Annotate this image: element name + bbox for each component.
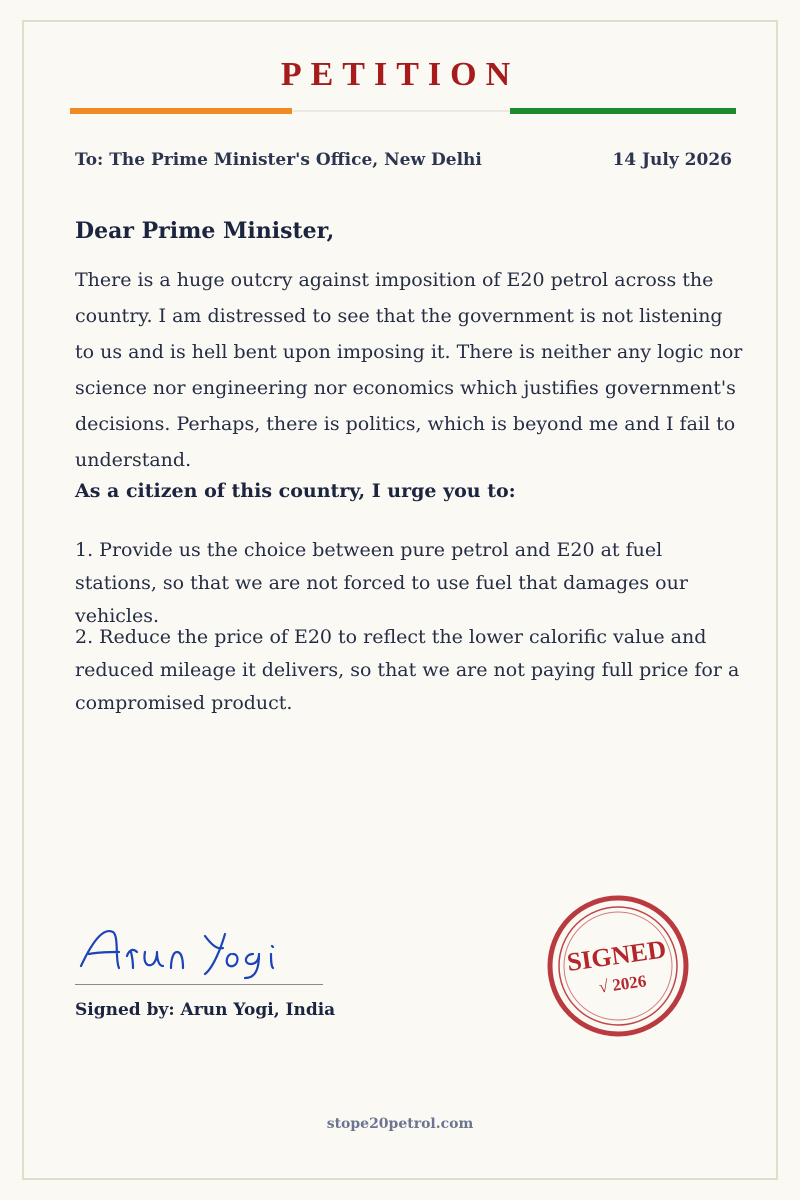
urge-heading: As a citizen of this country, I urge you to: — [75, 480, 516, 502]
stamp-year: √ 2026 — [597, 971, 648, 997]
signature-line — [75, 984, 323, 985]
recipient-line: To: The Prime Minister's Office, New Delhi — [75, 150, 482, 170]
date-line: 14 July 2026 — [612, 150, 732, 170]
footer-website: stope20petrol.com — [326, 1116, 474, 1132]
handwritten-signature — [75, 922, 325, 982]
stamp-label: SIGNED — [565, 934, 668, 977]
green-stripe — [510, 108, 736, 114]
signed-stamp — [546, 894, 690, 1038]
signed-by-text: Signed by: Arun Yogi, India — [75, 1000, 336, 1020]
saffron-stripe — [70, 108, 292, 114]
salutation: Dear Prime Minister, — [75, 218, 335, 244]
white-stripe — [292, 110, 510, 112]
petition-title: PETITION — [280, 56, 520, 93]
request-item-1: 1. Provide us the choice between pure petrol and E20 at fuel stations, so that we are not forced to use fuel that damages our vehicles. — [75, 539, 688, 627]
request-item-2: 2. Reduce the price of E20 to reflect the lower calorific value and reduced mileage it delivers, so that we are not paying full price for a compromised product. — [75, 626, 740, 714]
body-paragraph: There is a huge outcry against imposition of E20 petrol across the country. I am distressed to see that the government is not listening to us and is hell bent upon imposing it. There is neither any logic nor science nor engineering nor economics which justifies government's decisions. Perhaps, there is politics, which is beyond me and I fail to understand. — [75, 269, 743, 471]
signature-name: Arun Yogi — [75, 922, 80, 923]
